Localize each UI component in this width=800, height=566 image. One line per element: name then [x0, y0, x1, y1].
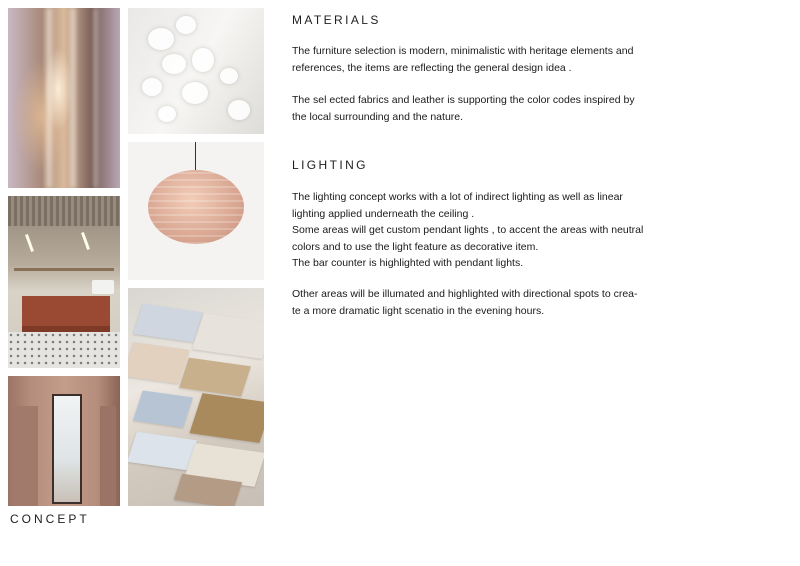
stone-samples-photo	[128, 288, 264, 506]
lamp-shade	[148, 170, 244, 244]
concept-label: CONCEPT	[10, 512, 90, 526]
cafe-interior-photo	[8, 196, 120, 368]
text-line: colors and to use the light feature as decorative item.	[292, 240, 539, 253]
text-line: The sel ected fabrics and leather is supporting the color codes inspired by	[292, 94, 635, 106]
text-line: the local surrounding and the nature.	[292, 110, 464, 123]
corridor-photo	[8, 376, 120, 506]
text-line: Some areas will get custom pendant lights , to accent the areas with neutral	[292, 224, 644, 236]
text-line: The furniture selection is modern, minimalistic with heritage elements and	[292, 45, 634, 57]
dried-flowers-photo	[128, 8, 264, 134]
text-line: The bar counter is highlighted with pendant lights.	[292, 257, 524, 269]
bar-counter	[22, 296, 110, 332]
text-line: lighting applied underneath the ceiling .	[292, 207, 475, 220]
curtain-photo	[8, 8, 120, 188]
text-line: references, the items are reflecting the general design idea .	[292, 61, 572, 74]
lighting-paragraph-1	[292, 189, 687, 272]
materials-paragraph-2	[292, 92, 687, 125]
materials-heading: MATERIALS	[292, 13, 381, 27]
materials-paragraph-1	[292, 43, 687, 76]
window	[52, 394, 82, 504]
text-line: te a more dramatic light scenatio in the evening hours.	[292, 304, 545, 317]
lighting-heading: LIGHTING	[292, 158, 368, 172]
text-line: The lighting concept works with a lot of indirect lighting as well as linear	[292, 191, 623, 203]
text-line: Other areas will be illumated and highlighted with directional spots to crea-	[292, 288, 638, 300]
pendant-lamp-photo	[128, 142, 264, 280]
lighting-paragraph-2	[292, 286, 687, 319]
